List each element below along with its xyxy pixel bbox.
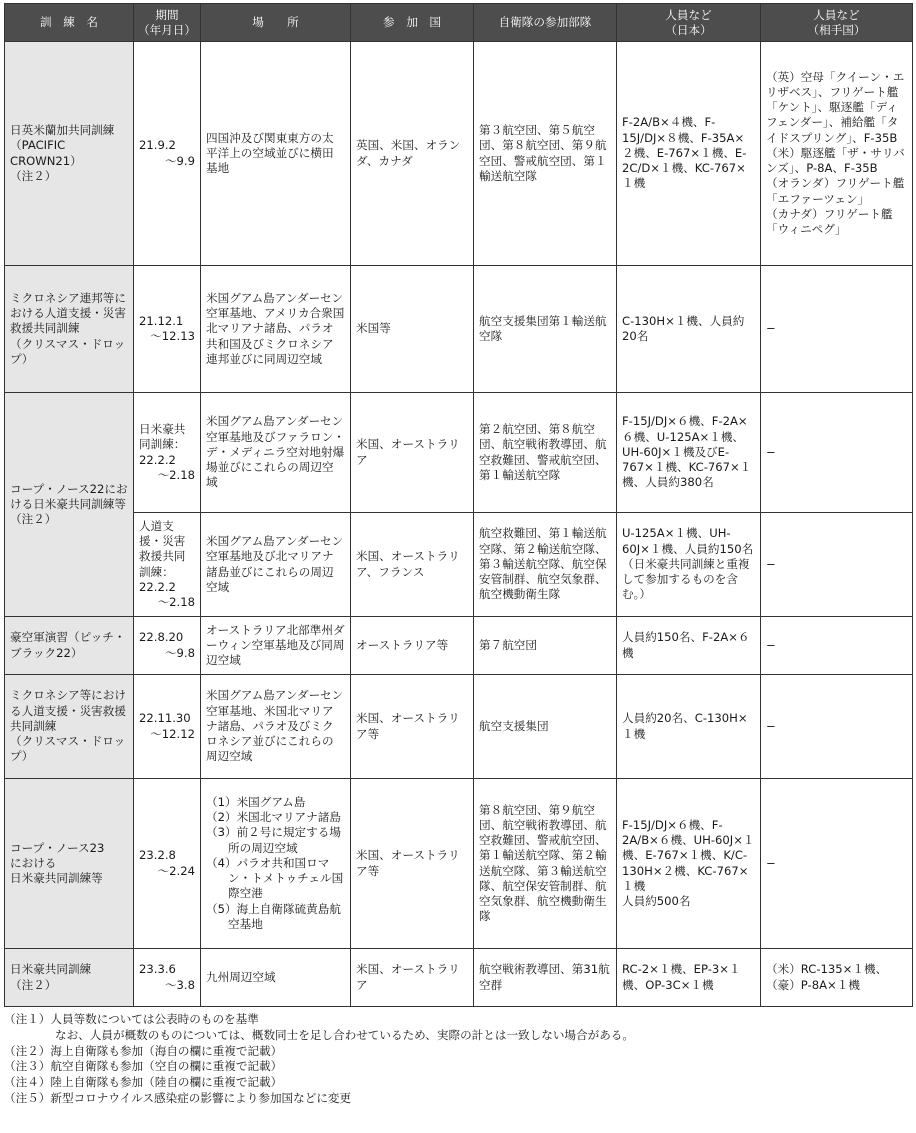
header-personnel-partner: 人員など （相手国） [761,4,913,42]
exercise-units: 第８航空団、第９航空団、航空戦術教導団、航空救難団、警戒航空団、第１輸送航空隊、第２輸送航空隊、第３輸送航空隊、航空保安管制群、航空気象群、航空機動衛生隊 [474,779,617,949]
exercise-countries: 米国、オーストラリア [351,949,474,1007]
header-personnel-japan: 人員など （日本） [617,4,761,42]
header-name: 訓 練 名 [5,4,134,42]
exercise-name: ミクロネシア等における人道支援・災害救援共同訓練 （クリスマス・ドロップ） [5,675,134,779]
exercise-countries: 英国、米国、オランダ、カナダ [351,42,474,266]
exercise-personnel-partner: − [761,393,913,513]
exercise-name: コープ・ノース23 における 日米豪共同訓練等 [5,779,134,949]
period-end: 〜2.18 [157,594,195,609]
exercise-place: 九州周辺空域 [201,949,351,1007]
exercise-units: 第２航空団、第８航空団、航空戦術教導団、航空救難団、警戒航空団、第１輸送航空隊 [474,393,617,513]
exercise-name: 豪空軍演習（ピッチ・ブラック22） [5,617,134,675]
document-page [4,3,912,1107]
exercise-countries: 米国、オーストラリア等 [351,675,474,779]
exercise-units: 航空支援集団第１輸送航空隊 [474,266,617,393]
exercise-period [134,393,201,513]
exercise-period [134,675,201,779]
exercise-personnel-japan: 人員約20名、C-130H×１機 [617,675,761,779]
footnote-5: （注５）新型コロナウイルス感染症の影響により参加国などに変更 [4,1090,352,1105]
exercise-place: 四国沖及び関東東方の太平洋上の空域並びに横田基地 [201,42,351,266]
exercise-place: 米国グアム島アンダーセン空軍基地、アメリカ合衆国北マリアナ諸島、パラオ共和国及びミクロネシア連邦並びに同周辺空域 [201,266,351,393]
table-row [5,393,913,513]
footnote-1: （注１）人員等数については公表時のものを基準 [4,1012,259,1026]
exercise-personnel-japan: F-15J/DJ×６機、F-2A/B×６機、UH-60J×１機、E-767×１機、K/C-130H×２機、KC-767×１機 人員約500名 [617,779,761,949]
header-period: 期間 （年月日） [134,4,201,42]
period-end: 〜9.8 [164,645,195,660]
exercise-units: 航空支援集団 [474,675,617,779]
exercise-personnel-partner: （米）RC-135×１機、 （豪）P-8A×１機 [761,949,913,1007]
exercise-period [134,617,201,675]
exercise-period [134,779,201,949]
exercise-period [134,42,201,266]
exercise-name: ミクロネシア連邦等における人道支援・災害救援共同訓練 （クリスマス・ドロップ） [5,266,134,393]
period-end: 〜9.9 [164,153,195,168]
footnote-3: （注３）航空自衛隊も参加（空自の欄に重複で記載） [4,1059,283,1074]
period-end: 〜12.12 [150,726,195,741]
exercise-period [134,949,201,1007]
exercise-personnel-japan: C-130H×１機、人員約20名 [617,266,761,393]
period-start: 22.8.20 [139,630,184,645]
table-row [5,949,913,1007]
exercise-countries: 米国等 [351,266,474,393]
exercise-countries: オーストラリア等 [351,617,474,675]
header-row [5,4,913,42]
exercise-personnel-partner: − [761,675,913,779]
table-row [5,513,913,617]
exercise-countries: 米国、オーストラリア、フランス [351,513,474,617]
period-start: 22.11.30 [139,711,191,726]
period-start: 21.9.2 [139,138,176,153]
period-start: 23.2.8 [139,848,176,863]
period-end: 〜12.13 [150,329,195,343]
table-row [5,42,913,266]
period-start: 22.2.2 [139,579,176,594]
period-sub-label: 人道支援・災害救援共同訓練： [139,518,186,579]
period-end: 〜2.18 [157,467,195,482]
exercise-place: 米国グアム島アンダーセン空軍基地、米国北マリアナ諸島、パラオ及びミクロネシア並びにこれらの周辺空域 [201,675,351,779]
exercise-table [4,3,913,1007]
period-end: 〜3.8 [164,977,195,992]
exercise-units: 第７航空団 [474,617,617,675]
exercise-personnel-partner: − [761,779,913,949]
place-list-item: （2）米国北マリアナ諸島 [206,810,341,825]
exercise-personnel-partner: （英）空母「クイーン・エリザベス」、フリゲート艦「ケント」、駆逐艦「ディフェンダー」、補給艦「タイドスプリング」、F-35B （米）駆逐艦「ザ・サリバンズ」、P-8A、F-35B （オランダ）フリゲート艦「エファーツェン」 （カナダ）フリゲート艦「ウィニペグ」 [761,42,913,266]
exercise-countries: 米国、オーストラリア [351,393,474,513]
exercise-place: 米国グアム島アンダーセン空軍基地及び北マリアナ諸島並びにこれらの周辺空域 [201,513,351,617]
period-end: 〜2.24 [157,863,195,878]
table-row [5,617,913,675]
period-start: 23.3.6 [139,962,176,977]
exercise-personnel-partner: − [761,266,913,393]
exercise-personnel-partner: − [761,617,913,675]
table-row [5,779,913,949]
period-sub-label: 日米豪共同訓練： [139,422,186,452]
footnotes [4,1012,912,1107]
header-place: 場 所 [201,4,351,42]
exercise-period [134,266,201,393]
exercise-units: 第３航空団、第５航空団、第８航空団、第９航空団、警戒航空団、第１輸送航空隊 [474,42,617,266]
exercise-place [201,779,351,949]
period-start: 22.2.2 [139,452,176,467]
exercise-place: オーストラリア北部準州ダーウィン空軍基地及び同周辺空域 [201,617,351,675]
place-list-item: （4）パラオ共和国ロマン・トメトゥチェル国際空港 [206,855,344,901]
header-sdf-units: 自衛隊の参加部隊 [474,4,617,42]
footnote-1-continued: なお、人員が概数のものについては、概数同士を足し合わせているため、実際の計とは一致しない場合がある。 [55,1027,634,1042]
exercise-units: 航空救難団、第１輸送航空隊、第２輸送航空隊、第３輸送航空隊、航空保安管制群、航空気象群、航空機動衛生隊 [474,513,617,617]
exercise-personnel-japan: U-125A×１機、UH-60J×１機、人員約150名（日米豪共同訓練と重複して参加するものを含む。） [617,513,761,617]
place-list-item: （1）米国グアム島 [206,795,306,810]
exercise-name: 日英米蘭加共同訓練 （PACIFIC CROWN21） （注２） [5,42,134,266]
exercise-personnel-japan: F-15J/DJ×６機、F-2A×６機、U-125A×１機、UH-60J×１機及びE-767×１機、KC-767×１機、人員約380名 [617,393,761,513]
table-row [5,266,913,393]
exercise-personnel-partner: − [761,513,913,617]
exercise-name: コープ・ノース22における日米豪共同訓練等 （注２） [5,393,134,617]
place-list-item: （5）海上自衛隊硫黄島航空基地 [206,901,341,931]
exercise-place: 米国グアム島アンダーセン空軍基地及びファラロン・デ・メディニラ空対地射爆場並びにこれらの周辺空域 [201,393,351,513]
exercise-personnel-japan: F-2A/B×４機、F-15J/DJ×８機、F-35A×２機、E-767×１機、E-2C/D×１機、KC-767×１機 [617,42,761,266]
footnote-4: （注４）陸上自衛隊も参加（陸自の欄に重複で記載） [4,1075,283,1090]
exercise-units: 航空戦術教導団、第31航空群 [474,949,617,1007]
place-list [206,795,345,932]
exercise-personnel-japan: 人員約150名、F-2A×６機 [617,617,761,675]
header-countries: 参 加 国 [351,4,474,42]
footnote-2: （注２）海上自衛隊も参加（海自の欄に重複で記載） [4,1043,283,1058]
exercise-period [134,513,201,617]
exercise-name: 日米豪共同訓練 （注２） [5,949,134,1007]
table-row [5,675,913,779]
period-start: 21.12.1 [139,313,184,328]
place-list-item: （3）前２号に規定する場所の周辺空域 [206,825,341,855]
exercise-personnel-japan: RC-2×１機、EP-3×１機、OP-3C×１機 [617,949,761,1007]
exercise-countries: 米国、オーストラリア等 [351,779,474,949]
